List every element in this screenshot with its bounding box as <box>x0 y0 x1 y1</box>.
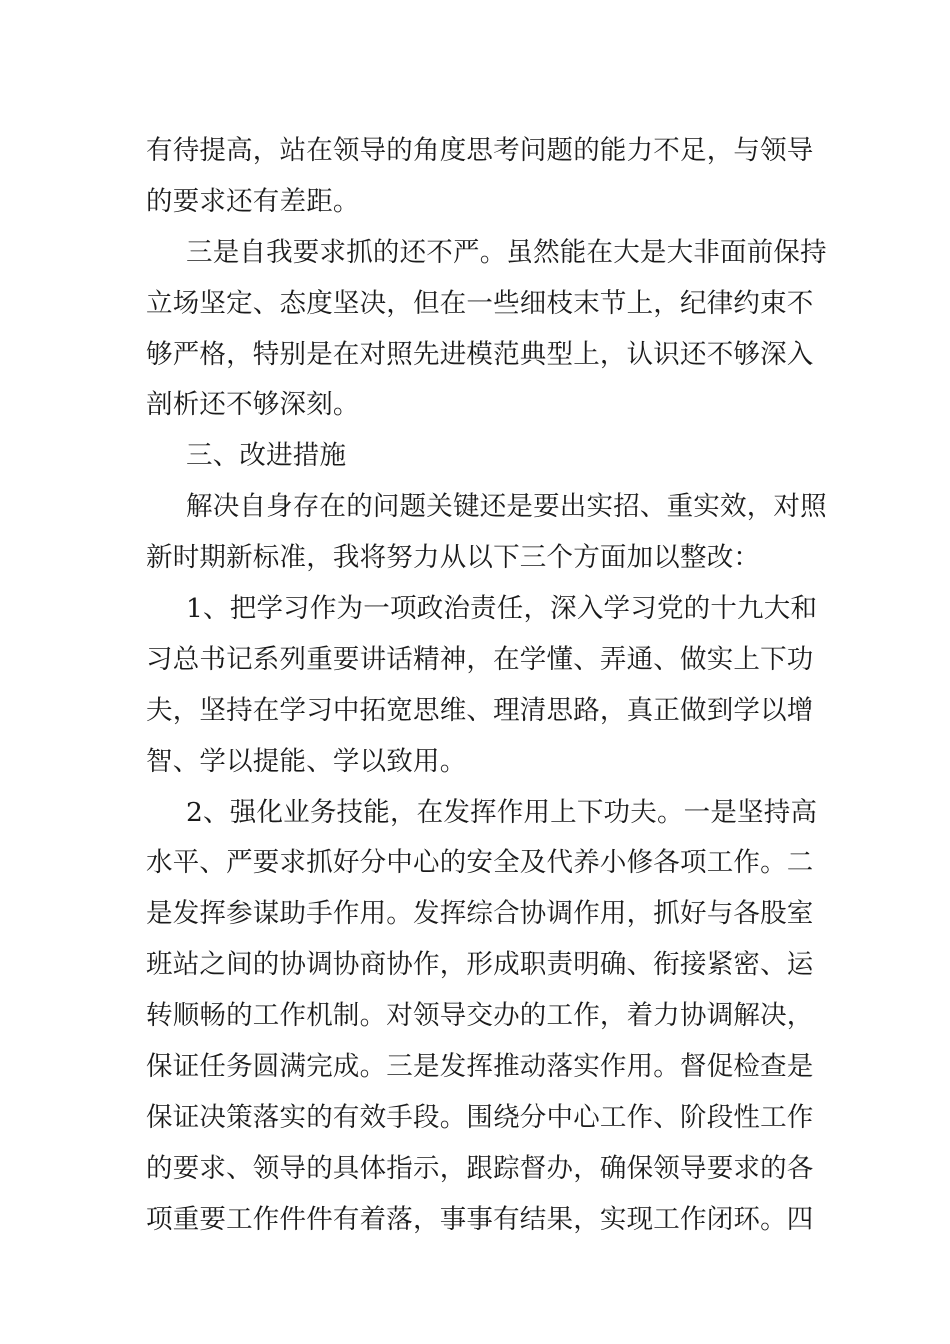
paragraph <box>146 482 827 584</box>
text-line: 的要求、领导的具体指示，跟踪督办，确保领导要求的各 <box>146 1152 814 1184</box>
paragraph-item-2 <box>146 788 818 1246</box>
section-heading <box>146 431 808 482</box>
paragraph <box>146 228 827 432</box>
text-line: 保证决策落实的有效手段。围绕分中心工作、阶段性工作 <box>146 1101 814 1133</box>
text-line: 转顺畅的工作机制。对领导交办的工作，着力协调解决， <box>146 1000 814 1032</box>
paragraph-continuation <box>146 126 814 228</box>
heading-text: 三、改进措施 <box>186 440 347 472</box>
text-line: 有待提高，站在领导的角度思考问题的能力不足，与领导 <box>146 135 814 166</box>
text-line: 1、把学习作为一项政治责任，深入学习党的十九大和 <box>186 593 818 625</box>
document-body <box>146 126 827 1246</box>
text-line: 班站之间的协调协商协作，形成职责明确、衔接紧密、运 <box>146 949 814 981</box>
text-line: 立场坚定、态度坚决，但在一些细枝末节上，纪律约束不 <box>146 287 814 319</box>
text-line: 智、学以提能、学以致用。 <box>146 745 467 777</box>
text-line: 保证任务圆满完成。三是发挥推动落实作用。督促检查是 <box>146 1051 814 1083</box>
text-line: 三是自我要求抓的还不严。虽然能在大是大非面前保持 <box>186 236 827 268</box>
text-line: 习总书记系列重要讲话精神，在学懂、弄通、做实上下功 <box>146 643 814 675</box>
text-line: 新时期新标准，我将努力从以下三个方面加以整改： <box>146 542 761 574</box>
text-line: 2、强化业务技能，在发挥作用上下功夫。一是坚持高 <box>186 796 818 828</box>
text-line: 是发挥参谋助手作用。发挥综合协调作用，抓好与各股室 <box>146 898 814 930</box>
paragraph-item-1 <box>146 584 818 788</box>
text-line: 够严格，特别是在对照先进模范典型上，认识还不够深入 <box>146 338 814 370</box>
text-line: 水平、严要求抓好分中心的安全及代养小修各项工作。二 <box>146 847 814 879</box>
text-line: 项重要工作件件有着落，事事有结果，实现工作闭环。四 <box>146 1203 814 1235</box>
text-line: 的要求还有差距。 <box>146 185 360 217</box>
text-line: 夫，坚持在学习中拓宽思维、理清思路，真正做到学以增 <box>146 694 814 726</box>
text-line: 解决自身存在的问题关键还是要出实招、重实效，对照 <box>186 491 827 523</box>
text-line: 剖析还不够深刻。 <box>146 389 360 421</box>
